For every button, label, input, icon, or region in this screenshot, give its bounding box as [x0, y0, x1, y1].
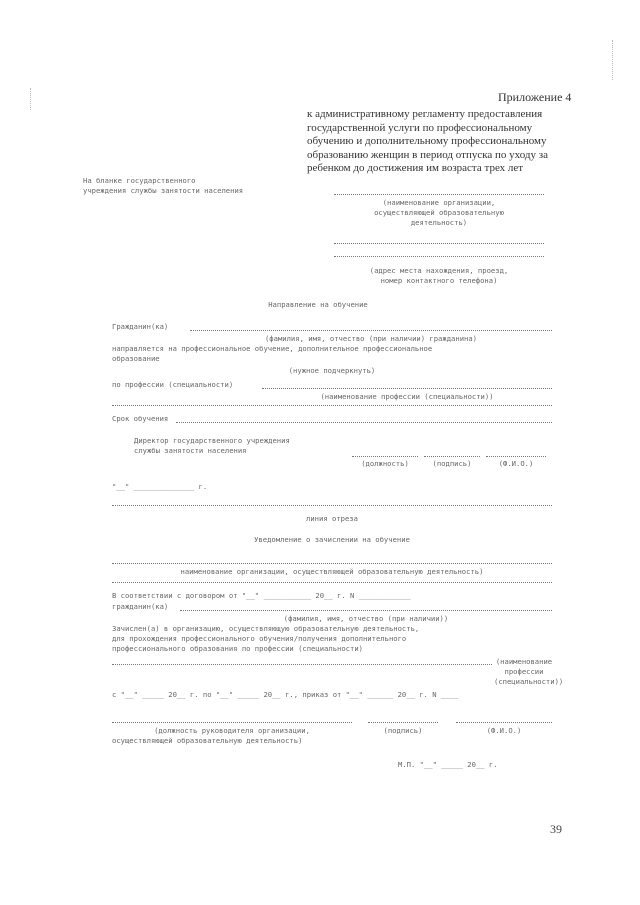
needed-caption: (нужное подчеркнуть)	[288, 366, 376, 375]
notice-signature-field	[368, 722, 438, 723]
notice-profession-field	[112, 664, 492, 665]
notice-citizen-label: гражданин(ка)	[112, 602, 169, 611]
address-caption-1: (адрес места нахождения, проезд,	[369, 266, 509, 275]
period-label: Срок обучения	[112, 414, 169, 423]
enrolled-line-1: Зачислен(а) в организацию, осуществляющую образовательную деятельность,	[112, 624, 420, 633]
directed-line-2: образование	[112, 354, 160, 363]
notice-head-caption-1: (должность руководителя организации,	[154, 726, 310, 735]
notice-name-field	[456, 722, 552, 723]
appendix-line: обучению и дополнительному профессиональному	[307, 135, 547, 148]
appendix-title: Приложение 4	[498, 90, 572, 104]
referral-date: "__" ______________ г.	[112, 482, 208, 491]
org-caption-1: (наименование организации,	[382, 198, 496, 207]
address-field-2	[334, 256, 544, 257]
org-name-field	[334, 194, 544, 195]
notice-org-field-2	[112, 582, 552, 583]
agency-line-1: На бланке государственного	[83, 176, 196, 185]
address-field-1	[334, 243, 544, 244]
appendix-line: государственной услуги по профессиональному	[307, 121, 533, 134]
sign-name-caption: (Ф.И.О.)	[498, 459, 534, 468]
margin-mark-left	[30, 88, 32, 110]
notice-signature-caption: (подпись)	[383, 726, 423, 735]
tearoff-line	[112, 505, 552, 506]
directed-line-1: направляется на профессиональное обучение, дополнительное профессиональное	[112, 344, 433, 353]
notice-title: Уведомление о зачислении на обучение	[254, 535, 410, 544]
enrolled-line-2: для прохождения профессионального обучения/получения дополнительного	[112, 634, 407, 643]
enrolled-line-3: профессионального образования по профессии (специальности)	[112, 644, 363, 653]
org-caption-2: осуществляющей образовательную	[374, 208, 504, 217]
notice-prof-caption-3: (специальности))	[494, 677, 564, 686]
sign-signature-caption: (подпись)	[432, 459, 472, 468]
org-caption-3: деятельность)	[410, 218, 468, 227]
sign-signature-field	[424, 456, 480, 457]
profession-label: по профессии (специальности)	[112, 380, 234, 389]
citizen-caption: (фамилия, имя, отчество (при наличии) гражданина)	[264, 334, 478, 343]
notice-name-caption: (Ф.И.О.)	[486, 726, 522, 735]
notice-citizen-field	[180, 610, 552, 611]
profession-caption: (наименование профессии (специальности))	[320, 392, 494, 401]
appendix-line: ребенком до достижения им возраста трех лет	[307, 162, 524, 175]
sign-position-caption: (должность)	[361, 459, 409, 468]
period-field	[176, 422, 552, 423]
margin-mark-right	[612, 40, 614, 80]
citizen-label: Гражданин(ка)	[112, 322, 169, 331]
appendix-line: образованию женщин в период отпуска по уходу за	[307, 148, 548, 161]
notice-head-field	[112, 722, 352, 723]
notice-citizen-caption: (фамилия, имя, отчество (при наличии))	[283, 614, 449, 623]
address-caption-2: номер контактного телефона)	[380, 276, 498, 285]
head-line-1: Директор государственного учреждения	[134, 436, 290, 445]
profession-field	[262, 388, 552, 389]
profession-field-2	[112, 405, 552, 406]
tearoff-label: линия отреза	[306, 514, 358, 523]
referral-title: Направление на обучение	[268, 300, 368, 309]
page-number: 39	[550, 822, 562, 836]
study-period-line: с "__" _____ 20__ г. по "__" _____ 20__ г., приказ от "__" ______ 20__ г. N ____	[112, 690, 459, 699]
citizen-name-field	[190, 330, 552, 331]
sign-position-field	[352, 456, 418, 457]
stamp-line: М.П. "__" _____ 20__ г.	[398, 760, 498, 769]
contract-line: В соответствии с договором от "__" ___________ 20__ г. N ____________	[112, 591, 411, 600]
notice-prof-caption-1: (наименование	[495, 657, 553, 666]
notice-prof-caption-2: профессии	[504, 667, 544, 676]
sign-name-field	[486, 456, 546, 457]
notice-head-caption-2: осуществляющей образовательную деятельность)	[112, 736, 303, 745]
appendix-line: к административному регламенту предоставления	[307, 108, 543, 120]
agency-line-2: учреждения службы занятости населения	[83, 186, 244, 195]
notice-org-caption: наименование организации, осуществляющей образовательную деятельность)	[180, 567, 484, 576]
head-line-2: службы занятости населения	[134, 446, 247, 455]
appendix-description	[307, 108, 577, 176]
notice-org-field	[112, 563, 552, 564]
